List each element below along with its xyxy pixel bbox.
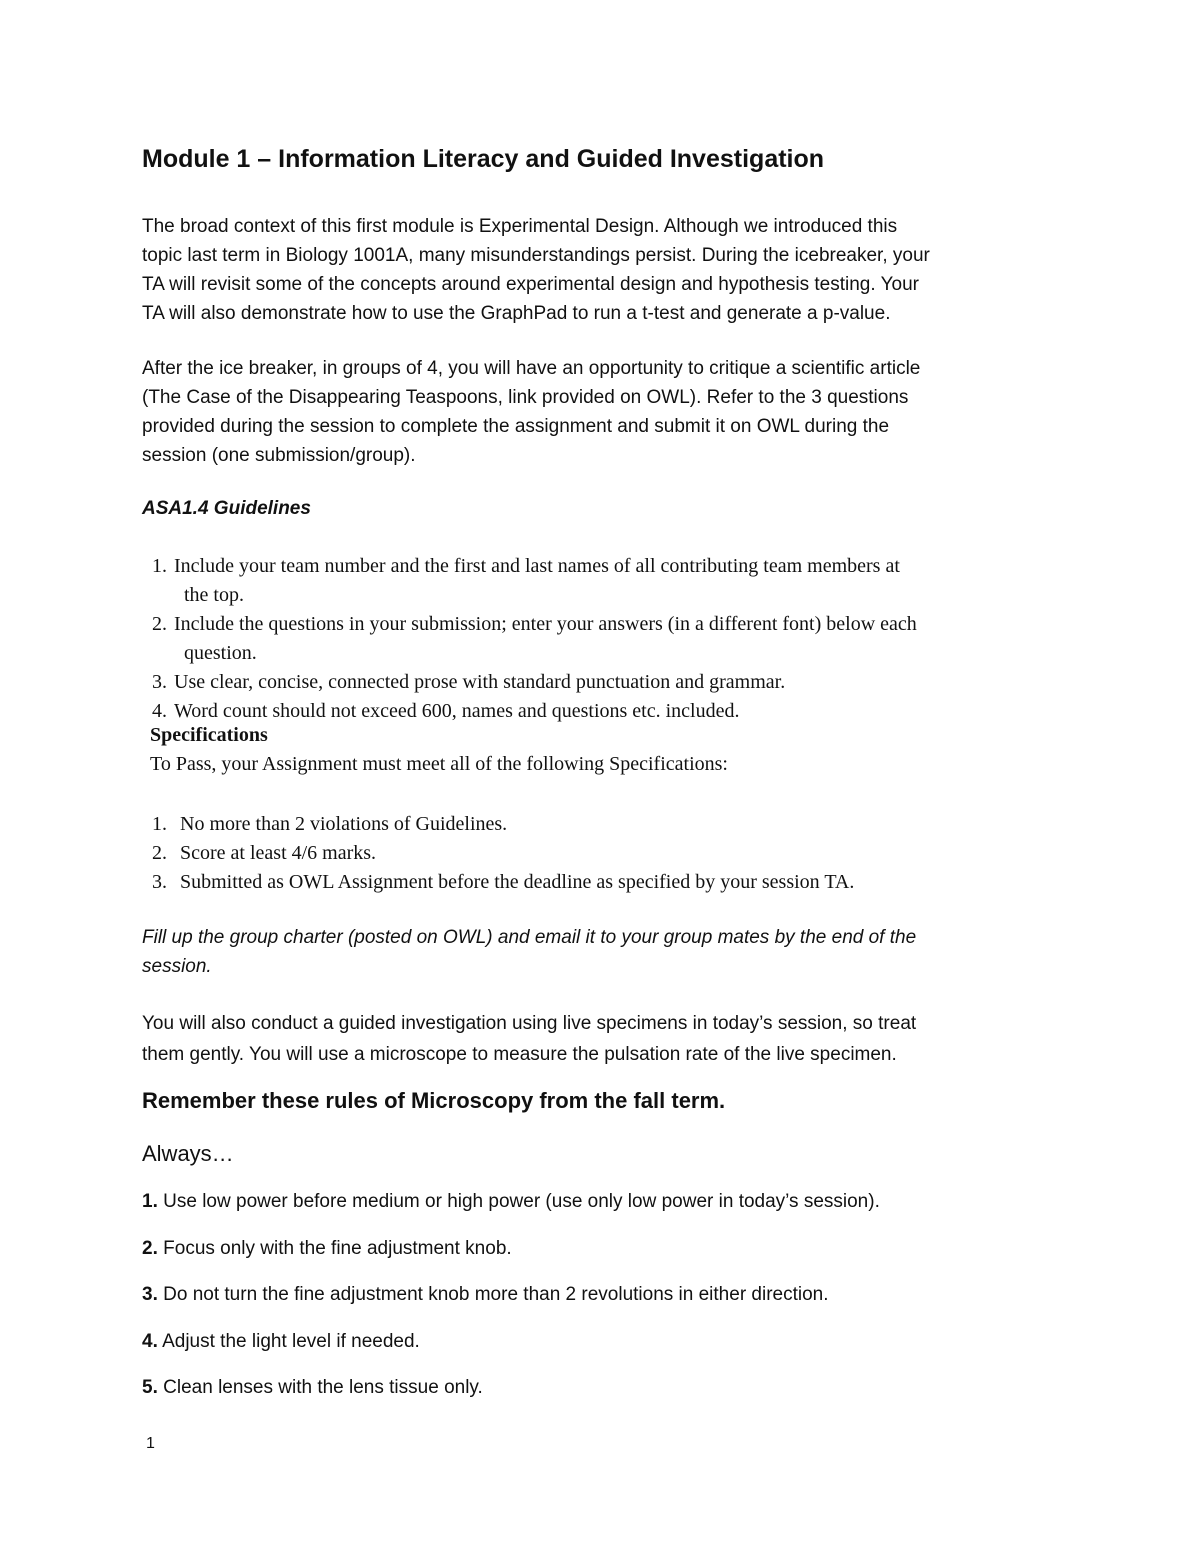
intro-line: TA will revisit some of the concepts around experimental design and hypothesis testing. Your	[142, 274, 919, 295]
intro-paragraph	[142, 212, 1062, 328]
rule-number: 1.	[142, 1191, 158, 1212]
rule-number: 3.	[142, 1284, 158, 1305]
specifications-intro: To Pass, your Assignment must meet all of the following Specifications:	[150, 753, 728, 775]
specification-text: No more than 2 violations of Guidelines.	[180, 813, 508, 835]
guideline-text-continued: the top.	[184, 584, 244, 606]
guideline-text: Include your team number and the first and last names of all contributing team members at	[174, 555, 900, 577]
specification-text: Score at least 4/6 marks.	[180, 842, 377, 864]
microscopy-rule	[142, 1377, 483, 1399]
specifications-heading: Specifications	[150, 724, 268, 746]
microscopy-rule	[142, 1284, 829, 1306]
guideline-text-continued: question.	[184, 642, 257, 664]
guideline-number: 3.	[152, 671, 167, 693]
guideline-text: Word count should not exceed 600, names and questions etc. included.	[174, 700, 740, 722]
intro-line: TA will also demonstrate how to use the GraphPad to run a t-test and generate a p-value.	[142, 303, 891, 324]
rule-number: 2.	[142, 1238, 158, 1259]
charter-line: session.	[142, 956, 212, 977]
guideline-text: Use clear, concise, connected prose with standard punctuation and grammar.	[174, 671, 786, 693]
microscopy-rules-heading: Remember these rules of Microscopy from the fall term.	[142, 1088, 726, 1113]
rule-text: Focus only with the fine adjustment knob.	[163, 1238, 512, 1259]
specification-text: Submitted as OWL Assignment before the deadline as specified by your session TA.	[180, 871, 855, 893]
page-number: 1	[146, 1435, 155, 1452]
rule-number: 5.	[142, 1377, 158, 1398]
guideline-number: 1.	[152, 555, 167, 577]
guidelines-heading: ASA1.4 Guidelines	[142, 498, 311, 519]
group-line: After the ice breaker, in groups of 4, you will have an opportunity to critique a scientific article	[142, 358, 921, 379]
live-line: them gently. You will use a microscope to measure the pulsation rate of the live specimen.	[142, 1044, 897, 1065]
guideline-item	[152, 668, 1072, 697]
charter-line: Fill up the group charter (posted on OWL) and email it to your group mates by the end of the	[142, 927, 917, 948]
guideline-item	[152, 552, 1072, 610]
rule-text: Clean lenses with the lens tissue only.	[163, 1377, 483, 1398]
specification-item	[152, 868, 854, 897]
guideline-item	[152, 610, 1072, 668]
page-title: Module 1 – Information Literacy and Guided Investigation	[142, 145, 825, 173]
live-line: You will also conduct a guided investigation using live specimens in today’s session, so treat	[142, 1013, 917, 1034]
group-line: session (one submission/group).	[142, 445, 416, 466]
rule-text: Do not turn the fine adjustment knob more than 2 revolutions in either direction.	[163, 1284, 829, 1305]
group-line: (The Case of the Disappearing Teaspoons, link provided on OWL). Refer to the 3 questions	[142, 387, 909, 408]
intro-line: topic last term in Biology 1001A, many misunderstandings persist. During the icebreaker, your	[142, 245, 930, 266]
rule-number: 4.	[142, 1331, 158, 1352]
microscopy-rule	[142, 1331, 420, 1353]
guideline-number: 4.	[152, 700, 167, 722]
microscopy-rule	[142, 1191, 880, 1213]
always-label: Always…	[142, 1141, 234, 1166]
guideline-number: 2.	[152, 613, 167, 635]
microscopy-rule	[142, 1238, 512, 1260]
guideline-text: Include the questions in your submission; enter your answers (in a different font) below each	[174, 613, 917, 635]
group-charter-note	[142, 923, 916, 981]
specifications-list	[152, 810, 854, 897]
specification-item	[152, 810, 854, 839]
specification-item	[152, 839, 854, 868]
specification-number: 2.	[152, 842, 167, 864]
specification-number: 3.	[152, 871, 167, 893]
group-paragraph	[142, 354, 1062, 470]
group-line: provided during the session to complete the assignment and submit it on OWL during the	[142, 416, 890, 437]
rule-text: Use low power before medium or high power (use only low power in today’s session).	[163, 1191, 880, 1212]
intro-line: The broad context of this first module is Experimental Design. Although we introduced this	[142, 216, 898, 237]
live-specimens-paragraph	[142, 1008, 916, 1070]
guideline-item	[152, 697, 1072, 726]
specification-number: 1.	[152, 813, 167, 835]
guidelines-list	[152, 552, 1072, 726]
rule-text: Adjust the light level if needed.	[162, 1331, 420, 1352]
